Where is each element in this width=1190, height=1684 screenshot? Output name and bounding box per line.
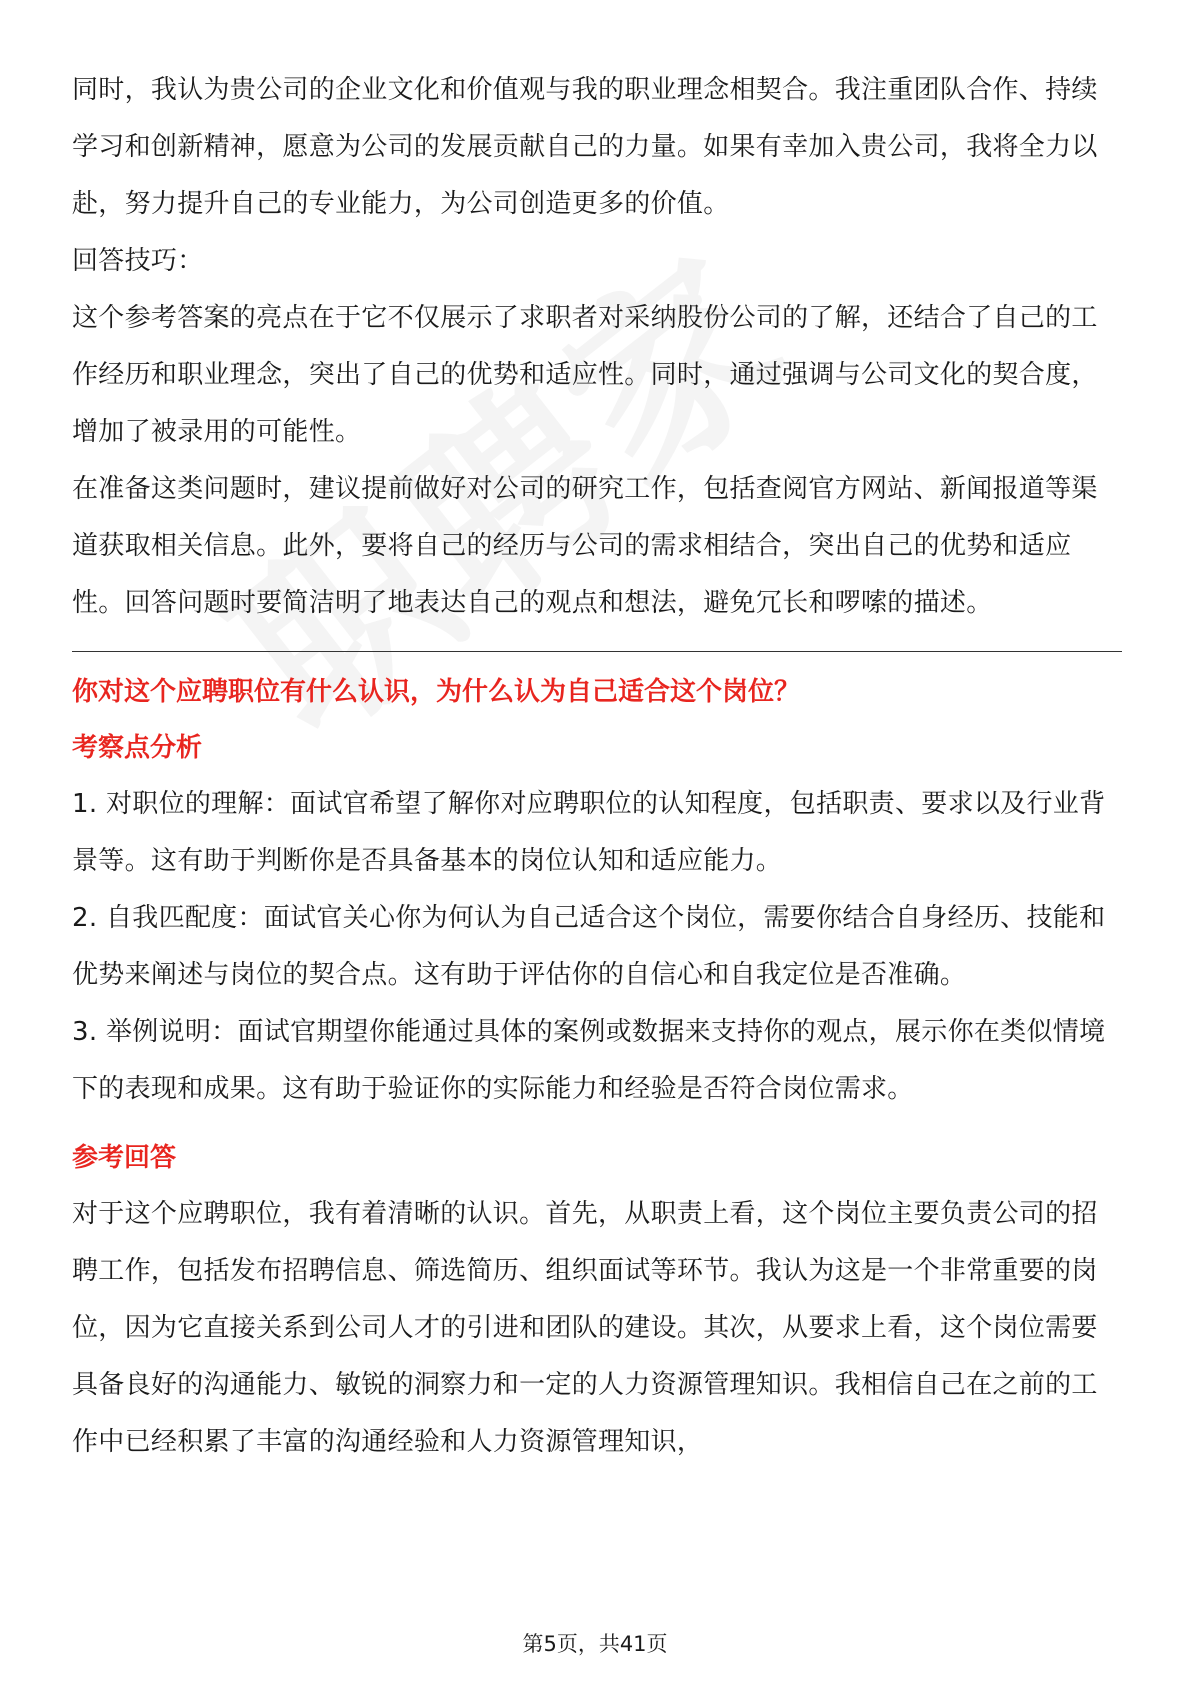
section-divider <box>72 651 1122 652</box>
intro-paragraph-3: 在准备这类问题时，建议提前做好对公司的研究工作，包括查阅官方网站、新闻报道等渠道获取相关信息。此外，要将自己的经历与公司的需求相结合，突出自己的优势和适应性。回答问题时要简洁明了地表达自己的观点和想法，避免冗长和啰嗦的描述。 <box>72 474 1098 618</box>
intro-paragraph-1: 同时，我认为贵公司的企业文化和价值观与我的职业理念相契合。我注重团队合作、持续学习和创新精神，愿意为公司的发展贡献自己的力量。如果有幸加入贵公司，我将全力以赴，努力提升自己的专业能力，为公司创造更多的价值。 <box>72 75 1098 219</box>
answer-tips-label: 回答技巧： <box>72 246 204 276</box>
analysis-point-1: 1. 对职位的理解：面试官希望了解你对应聘职位的认知程度，包括职责、要求以及行业背景等。这有助于判断你是否具备基本的岗位认知和适应能力。 <box>72 789 1106 876</box>
answer-paragraph: 对于这个应聘职位，我有着清晰的认识。首先，从职责上看，这个岗位主要负责公司的招聘工作，包括发布招聘信息、筛选简历、组织面试等环节。我认为这是一个非常重要的岗位，因为它直接关系到公司人才的引进和团队的建设。其次，从要求上看，这个岗位需要具备良好的沟通能力、敏锐的洞察力和一定的人力资源管理知识。我相信自己在之前的工作中已经积累了丰富的沟通经验和人力资源管理知识， <box>72 1199 1098 1457</box>
intro-paragraph-2: 这个参考答案的亮点在于它不仅展示了求职者对采纳股份公司的了解，还结合了自己的工作经历和职业理念，突出了自己的优势和适应性。同时，通过强调与公司文化的契合度，增加了被录用的可能性。 <box>72 303 1098 447</box>
analysis-heading: 考察点分析 <box>72 733 203 763</box>
analysis-point-2: 2. 自我匹配度：面试官关心你为何认为自己适合这个岗位，需要你结合自身经历、技能和优势来阐述与岗位的契合点。这有助于评估你的自信心和自我定位是否准确。 <box>72 903 1106 990</box>
answer-heading: 参考回答 <box>72 1143 177 1173</box>
page-number: 第5页，共41页 <box>522 1632 668 1656</box>
question-title: 你对这个应聘职位有什么认识，为什么认为自己适合这个岗位？ <box>72 677 801 707</box>
document-body <box>72 62 1122 1471</box>
analysis-point-3: 3. 举例说明：面试官期望你能通过具体的案例或数据来支持你的观点，展示你在类似情境下的表现和成果。这有助于验证你的实际能力和经验是否符合岗位需求。 <box>72 1017 1106 1104</box>
